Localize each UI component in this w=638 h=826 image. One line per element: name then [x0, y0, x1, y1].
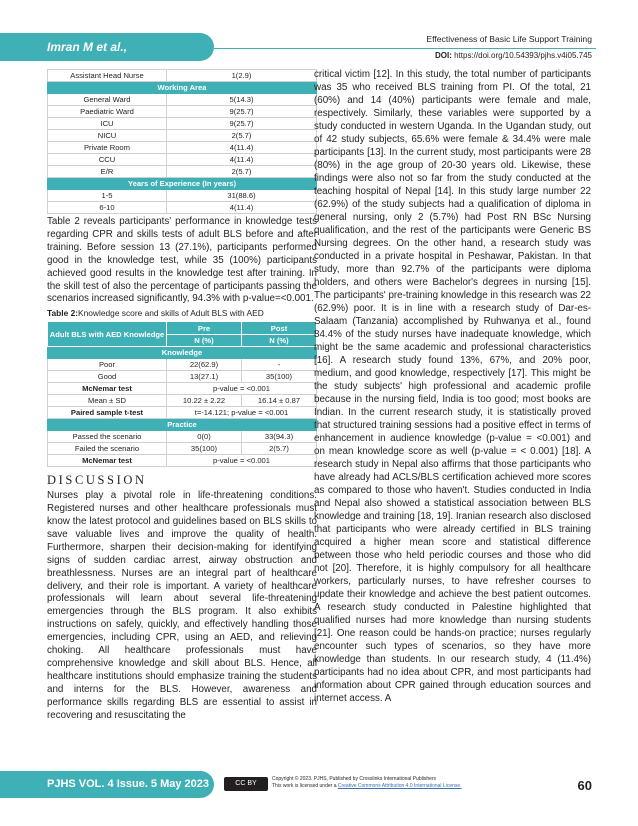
- table-row: [48, 443, 317, 455]
- table-cell: 4(11.4): [167, 142, 317, 154]
- section-heading: DISCUSSION: [47, 473, 147, 488]
- table-section-row: [48, 178, 317, 190]
- body-paragraph: Nurses play a pivotal role in life-threatening conditions. Registered nurses and other healthcare professionals must know the latest protocol and guidelines based on BLS skills to save valuable lives and improve the quality of health. Furthermore, sharpen their decision-making for identifying signs of sudden cardiac arrest, airway obstruction and breathlessness. Nurses are an integral part of healthcare delivery, and their role is important. A variety of healthcare professionals will learn about several life-threatening emergencies through the BLS program. It also exhibits instructions on safely, quickly, and effectively handling those emergencies, including CPR, using an AED, and relieving choking. All healthcare professionals must have comprehensive knowledge and skill about BLS. Hence, all healthcare institutions should emphasize training the students and interns for the BLS. However, awareness and performance skills regarding BLS are essential to assist in recovering and resuscitating the: [47, 490, 317, 721]
- right-column: [314, 68, 591, 705]
- table-row: [48, 166, 317, 178]
- copyright-notice: [272, 776, 462, 790]
- table-cell: 16.14 ± 0.87: [242, 395, 317, 407]
- caption-label: Table 2:: [47, 308, 79, 319]
- table-cell: McNemar test: [48, 455, 167, 467]
- table-cell: p-value = <0.001: [167, 383, 317, 395]
- table-section-row: [48, 419, 317, 431]
- table-cell: Passed the scenario: [48, 431, 167, 443]
- table-cell: 10.22 ± 2.22: [167, 395, 242, 407]
- table-row: [48, 455, 317, 467]
- table-cell: 35(100): [167, 443, 242, 455]
- table-caption: [47, 307, 317, 320]
- header-rule: [214, 48, 596, 49]
- caption-text: Knowledge score and skills of Adult BLS with AED: [78, 308, 264, 319]
- table-row: [48, 359, 317, 371]
- table-cell: 9(25.7): [167, 106, 317, 118]
- table-cell: Mean ± SD: [48, 395, 167, 407]
- table-row: [48, 431, 317, 443]
- table-cell: Assistant Head Nurse: [48, 70, 167, 82]
- table-row: [48, 94, 317, 106]
- table-cell: NICU: [48, 130, 167, 142]
- table-cell: 2(5.7): [167, 130, 317, 142]
- table-row: [48, 130, 317, 142]
- author-name: Imran M et al.,: [47, 40, 128, 54]
- table-cell: General Ward: [48, 94, 167, 106]
- table-cell: Paired sample t-test: [48, 407, 167, 419]
- table-cell: 22(62.9): [167, 359, 242, 371]
- table-row: [48, 106, 317, 118]
- section-label: Working Area: [48, 82, 317, 94]
- section-label: Years of Experience (In years): [48, 178, 317, 190]
- left-column: [47, 69, 317, 722]
- table-cell: 13(27.1): [167, 371, 242, 383]
- table-section-row: [48, 347, 317, 359]
- table-row: [48, 407, 317, 419]
- table-cell: 4(11.4): [167, 202, 317, 214]
- doi-label: DOI:: [434, 51, 452, 60]
- issue-tab: PJHS VOL. 4 Issue. 5 May 2023: [0, 771, 214, 798]
- table-cell: 0(0): [167, 431, 242, 443]
- body-paragraph: critical victim [12]. In this study, the total number of participants was 35 who received BLS training from PI. Of the total, 21 (60%) and 14 (40%) participants were female and male, respectively. Similarly, these variables were supported by a study conducted in western Uganda. In the Ugandan study, out of 42 study subjects, 65.6% were female & 34.4% were male participants [13]. In the current study, most participants were 28 (80%) in the age group of 20-30 years old. Likewise, these findings were also not so far from the study conducted at the teaching hospital of Nepal [14]. In this study large number 22 (62.9%) of the study subjects had a qualification of diploma in general nursing, only 2 (5.7%) had Post RN BSc Nursing qualification, and the rest of the participants were Generic BS Nursing degrees. On the other hand, a research study was conducted in a private hospital in Peshawar, Pakistan. In that study, more than 92.7% of the participants were diploma holders, and others were Bachelor's degrees in nursing [15]. The participants' pre-training knowledge in this research was 22 (62.9%) poor. It is in line with a research study of Dar-es-Salaam (Tanzania) accomplished by Ruhwanya et al., found 84.4% of the study nurses have inadequate knowledge, which might be the same academic and professional characteristics [16]. A research study found 13%, 67%, and 20% poor, medium, and good knowledge, respectively [17]. This might be the study subjects' high professional and academic profile because in the nursing field, India is too good; most books are Indian. In the current research study, it is statistically proved that structured training sessions had a positive effect in terms of enhancement in audience knowledge (p-value = <0.001) and on mean knowledge score as well (p-value = < 0.001) [18]. A research study in Nepal also affirms that those participants who have already had ACLS/BLS certification achieved more scores as compared to those who haven't. Studies conducted in India and Nepal also showed a statistical association between BLS knowledge and training [18, 19]. Iranian research also disclosed that participants who were already certified in BLS training acquired a higher mean score and statistical difference between those who held periodic courses and those who did not [20]. Therefore, it is highly compulsory for all healthcare workers, particularly nurses, to have refresher courses to update their knowledge and achieve the best patient outcomes. A research study conducted in Palestine highlighted that qualified nurses had more knowledge than nursing students [21]. One reason could be hands-on practice; nurses regularly encounter such types of scenarios, so they have more knowledge than students. In our research study, 4 (11.4%) participants had no idea about CPR, and most participants had information about CPR gained through education sources and internet access. A: [314, 69, 591, 704]
- table-row: [48, 202, 317, 214]
- copyright-line: Copyright © 2023. PJHS, Published by Crosslinks International Publishers: [272, 776, 437, 782]
- column-header: N (%): [242, 334, 317, 347]
- table-cell: 6-10: [48, 202, 167, 214]
- table-cell: 4(11.4): [167, 154, 317, 166]
- table-cell: -: [242, 359, 317, 371]
- running-title: Effectiveness of Basic Life Support Training: [426, 34, 592, 44]
- table-cell: Private Room: [48, 142, 167, 154]
- license-line: [272, 783, 462, 790]
- table-cell: t=-14.121; p-value = <0.001: [167, 407, 317, 419]
- table-row: [48, 190, 317, 202]
- license-prefix: This work is licensed under a: [272, 783, 338, 789]
- table-row: [48, 70, 317, 82]
- table-cell: 5(14.3): [167, 94, 317, 106]
- table-cell: 2(5.7): [167, 166, 317, 178]
- table-cell: Paediatric Ward: [48, 106, 167, 118]
- table-cell: 35(100): [242, 371, 317, 383]
- table-cell: Failed the scenario: [48, 443, 167, 455]
- table-cell: Good: [48, 371, 167, 383]
- table-cell: 31(88.6): [167, 190, 317, 202]
- section-label: Knowledge: [48, 347, 317, 359]
- table-cell: 33(94.3): [242, 431, 317, 443]
- table-row: [48, 118, 317, 130]
- demographics-table: [47, 69, 317, 214]
- license-link[interactable]: Creative Commons Attribution 4.0 International License.: [337, 783, 462, 789]
- page-number: 60: [577, 778, 592, 793]
- table-cell: CCU: [48, 154, 167, 166]
- table-cell: McNemar test: [48, 383, 167, 395]
- table-cell: Poor: [48, 359, 167, 371]
- table-cell: 1(2.9): [167, 70, 317, 82]
- author-tab: [0, 33, 214, 61]
- table-section-row: [48, 82, 317, 94]
- doi-line: [435, 51, 592, 60]
- table-cell: 9(25.7): [167, 118, 317, 130]
- table-cell: 1-5: [48, 190, 167, 202]
- table-cell: E/R: [48, 166, 167, 178]
- column-header: Post: [242, 322, 317, 335]
- table-row: [48, 395, 317, 407]
- doi-link[interactable]: https://doi.org/10.54393/pjhs.v4i05.745: [454, 51, 592, 60]
- table-cell: 2(5.7): [242, 443, 317, 455]
- knowledge-table: [47, 321, 317, 467]
- table-header-row: [48, 322, 317, 335]
- column-header: Adult BLS with AED Knowledge: [48, 322, 167, 347]
- column-header: Pre: [167, 322, 242, 335]
- table-row: [48, 383, 317, 395]
- section-label: Practice: [48, 419, 317, 431]
- table-row: [48, 154, 317, 166]
- column-header: N (%): [167, 334, 242, 347]
- table-cell: ICU: [48, 118, 167, 130]
- body-paragraph: Table 2 reveals participants' performance in knowledge tests regarding CPR and skills tests of adult BLS before and after training. Before session 13 (27.1%), participants performed good in the knowledge test, while 35 (100%) participants achieved good results in the knowledge test after training. In the skill test of also the percentage of participants passing the scenarios increased significantly, 94.3% with p-value=<0.001.: [47, 216, 317, 305]
- table-row: [48, 142, 317, 154]
- table-row: [48, 371, 317, 383]
- cc-license-icon[interactable]: CC BY: [224, 777, 268, 791]
- table-cell: p-value = <0.001: [167, 455, 317, 467]
